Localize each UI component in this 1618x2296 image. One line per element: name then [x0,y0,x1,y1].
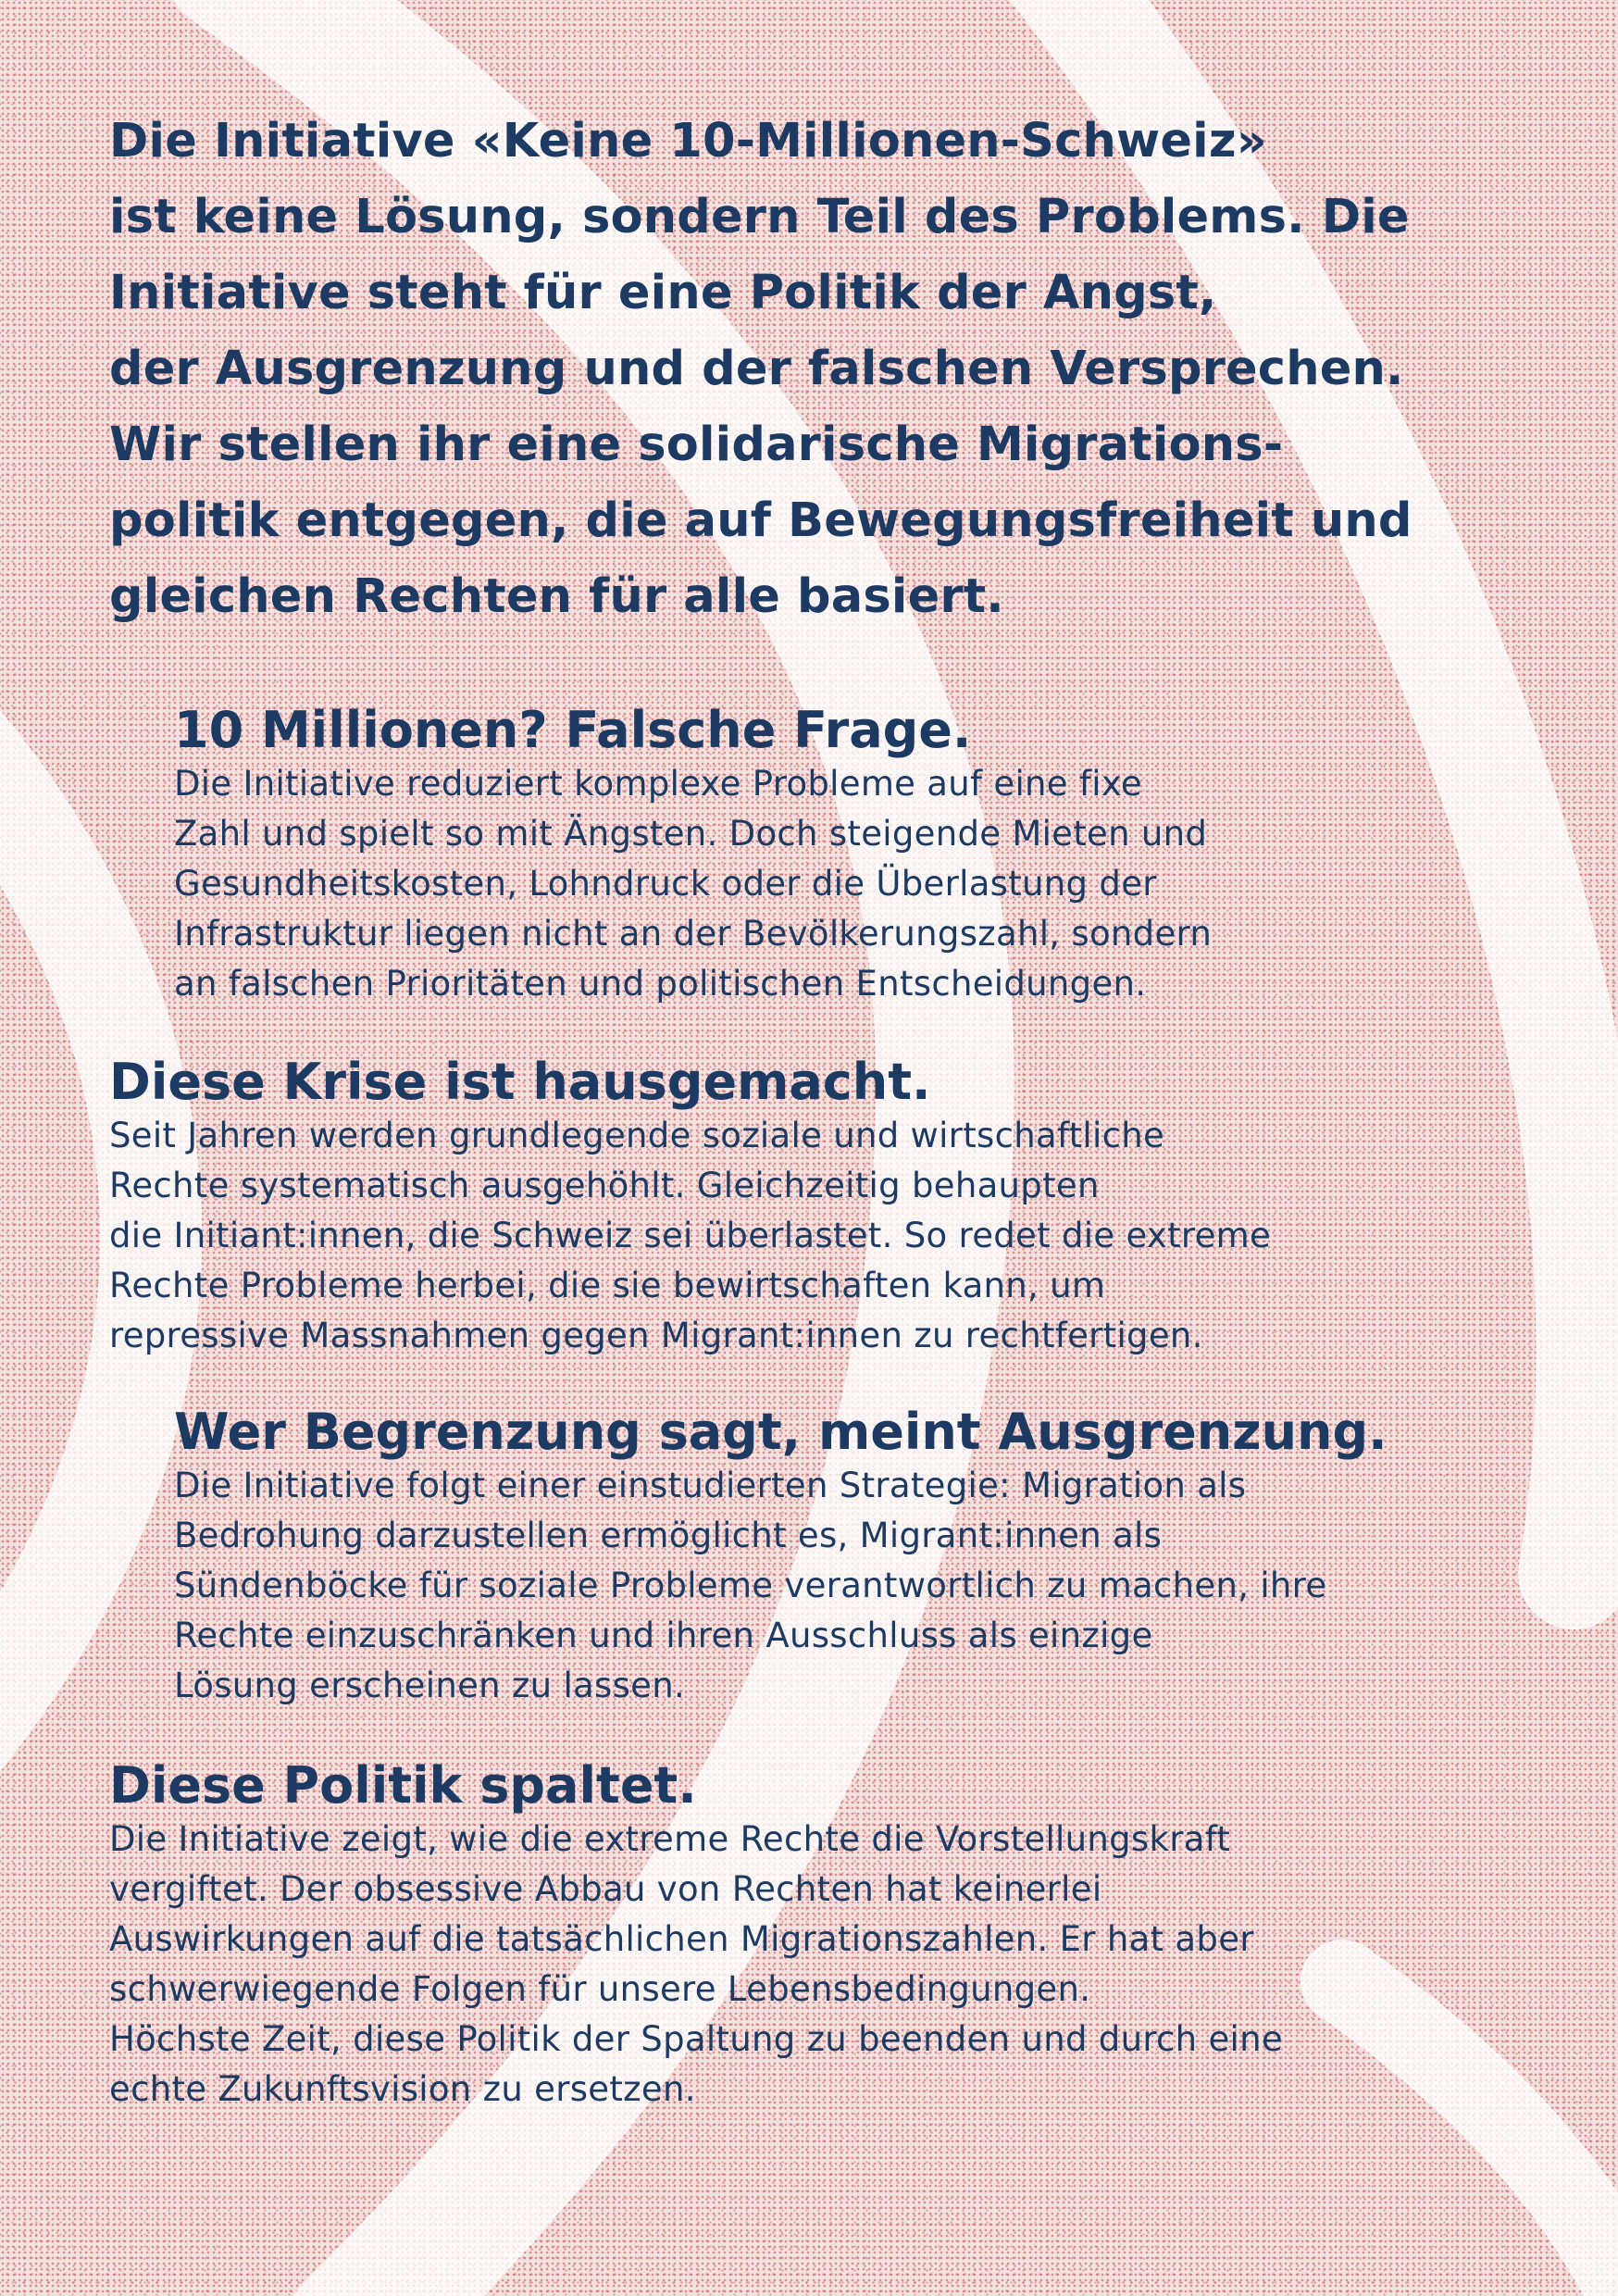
body-line: Die Initiative folgt einer einstudierten Strategie: Migration als [174,1466,1247,1505]
body-line: vergiftet. Der obsessive Abbau von Rechten hat keinerlei [109,1869,1102,1909]
section-heading: Wer Begrenzung sagt, meint Ausgrenzung. [174,1403,1388,1461]
section-begrenzung-ausgrenzung [174,1404,1388,1711]
body-line: schwerwiegende Folgen für unsere Lebensbedingungen. [109,1969,1091,2009]
section-body [174,759,1212,1009]
body-line: Lösung erscheinen zu lassen. [174,1666,686,1705]
body-line: Die Initiative reduziert komplexe Probleme auf eine fixe [174,764,1142,804]
section-body [109,1815,1283,2115]
body-line: die Initiant:innen, die Schweiz sei überlastet. So redet die extreme [109,1216,1272,1255]
section-krise-hausgemacht [109,1054,1271,1361]
body-line: Höchste Zeit, diese Politik der Spaltung zu beenden und durch eine [109,2019,1283,2059]
section-politik-spaltet [109,1757,1283,2115]
body-line: repressive Massnahmen gegen Migrant:innen zu rechtfertigen. [109,1316,1203,1355]
body-line: Infrastruktur liegen nicht an der Bevölkerungszahl, sondern [174,914,1213,954]
section-body [174,1461,1388,1711]
section-heading: 10 Millionen? Falsche Frage. [174,701,972,759]
body-line: Rechte Probleme herbei, die sie bewirtschaften kann, um [109,1266,1106,1305]
body-line: Bedrohung darzustellen ermöglicht es, Migrant:innen als [174,1516,1163,1555]
intro-line: ist keine Lösung, sondern Teil des Problems. Die [109,190,1410,244]
intro-line: Die Initiative «Keine 10-Millionen-Schweiz» [109,114,1267,168]
body-line: Zahl und spielt so mit Ängsten. Doch steigende Mieten und [174,814,1208,854]
body-line: Gesundheitskosten, Lohndruck oder die Überlastung der [174,864,1157,904]
intro-line: Wir stellen ihr eine solidarische Migrations- [109,418,1284,472]
body-line: Rechte einzuschränken und ihren Ausschluss als einzige [174,1616,1153,1655]
section-heading: Diese Krise ist hausgemacht. [109,1053,931,1111]
intro-line: gleichen Rechten für alle basiert. [109,569,1004,624]
body-line: Sündenböcke für soziale Probleme verantwortlich zu machen, ihre [174,1566,1327,1605]
section-body [109,1111,1271,1361]
section-heading: Diese Politik spaltet. [109,1756,697,1815]
section-falsche-frage [174,702,1212,1009]
body-line: Seit Jahren werden grundlegende soziale und wirtschaftliche [109,1116,1165,1155]
body-line: an falschen Prioritäten und politischen Entscheidungen. [174,964,1147,1004]
body-line: Rechte systematisch ausgehöhlt. Gleichzeitig behaupten [109,1166,1100,1205]
intro-statement [109,104,1535,635]
body-line: echte Zukunftsvision zu ersetzen. [109,2069,696,2109]
body-line: Die Initiative zeigt, wie die extreme Rechte die Vorstellungskraft [109,1819,1231,1859]
intro-line: Initiative steht für eine Politik der Angst, [109,266,1217,320]
intro-line: der Ausgrenzung und der falschen Versprechen. [109,342,1404,396]
body-line: Auswirkungen auf die tatsächlichen Migrationszahlen. Er hat aber [109,1919,1254,1959]
intro-line: politik entgegen, die auf Bewegungsfreiheit und [109,493,1413,548]
